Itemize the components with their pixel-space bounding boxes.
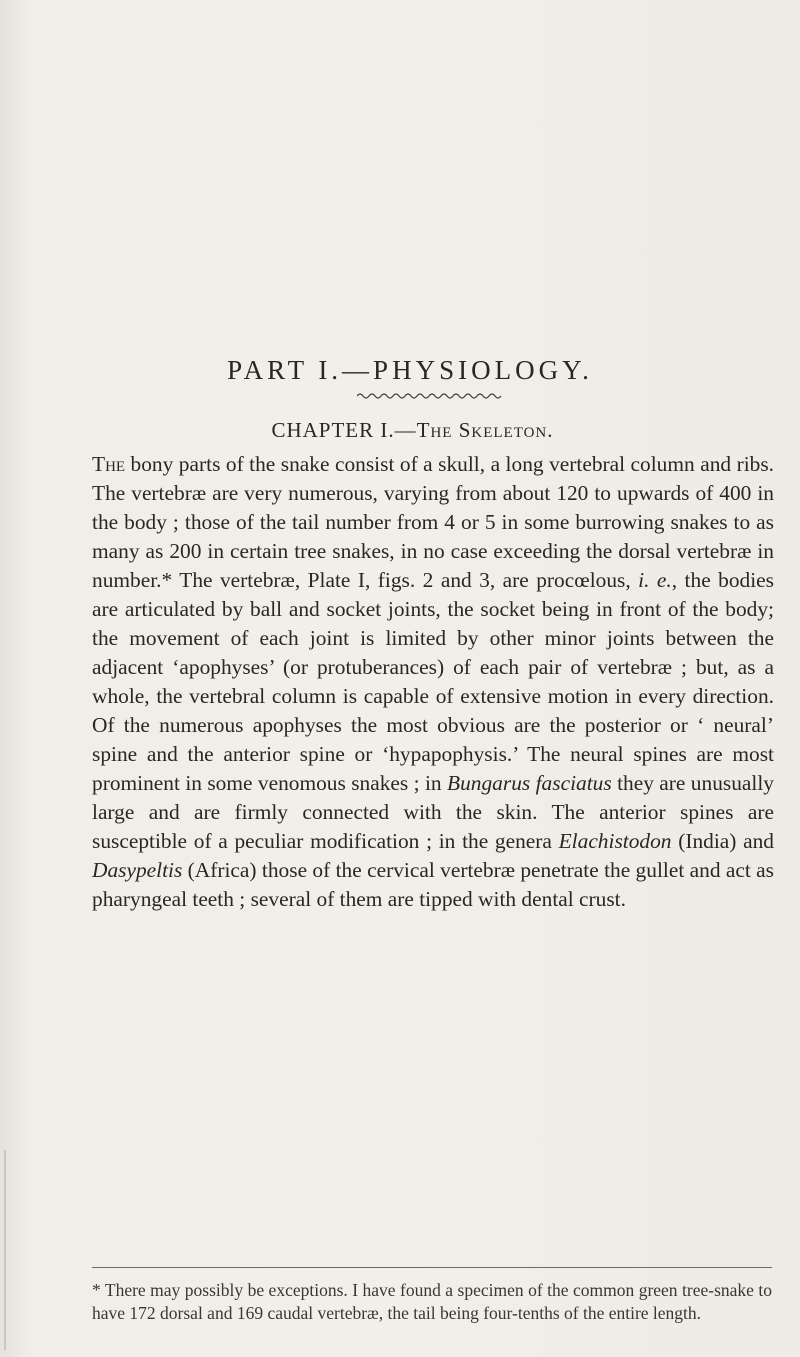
part-title: PART I.—PHYSIOLOGY. [227, 355, 593, 385]
chapter-heading [0, 418, 800, 443]
body-paragraph [92, 450, 774, 914]
genus-dasypeltis: Dasypeltis [92, 858, 183, 882]
footnote: * There may possibly be exceptions. I have found a specimen of the common green tree-snake to have 172 dorsal and 169 caudal vertebræ, the tail being four-tenths of the entire length. [92, 1280, 772, 1323]
body-text-5: (Africa) those of the cervical vertebræ penetrate the gullet and act as pharyngeal teeth ; several of them are tipped with dental crust. [92, 858, 774, 911]
footnote-divider [92, 1267, 772, 1268]
lead-word: The [92, 452, 126, 476]
ie-abbrev: i. e. [638, 568, 672, 592]
genus-elachistodon: Elachistodon [558, 829, 672, 853]
body-text-4: (India) and [671, 829, 774, 853]
decorative-wavy-rule [357, 392, 502, 400]
binding-gutter [4, 1150, 6, 1350]
body-text-1: bony parts of the snake consist of a skull, a long vertebral column and ribs. The vertebræ are very numerous, varying from about 120 to upwards of 400 in the body ; those of the tail number from 4 or 5 in some burrowing snakes to as many as 200 in certain tree snakes, in no case exceeding the dorsal vertebræ in number.* The vertebræ, Plate I, figs. 2 and 3, are procœlous, [92, 452, 774, 592]
genus-bungarus: Bungarus fasciatus [447, 771, 612, 795]
body-text-3: they are unusually large and are firmly connected with the skin. The anterior spines are susceptible of a peculiar modification ; in the genera [92, 771, 774, 853]
body-text-2: , the bodies are articulated by ball and socket joints, the socket being in front of the body; the movement of each joint is limited by other minor joints between the adjacent ‘apophyses’ (or protuberances) of each pair of vertebræ ; but, as a whole, the vertebral column is capable of extensive motion in every direction. Of the numerous apophyses the most obvious are the posterior or ‘ neural’ spine and the anterior spine or ‘hypapophysis.’ The neural spines are most prominent in some venomous snakes ; in [92, 568, 774, 795]
chapter-number: CHAPTER I.— [271, 418, 417, 442]
chapter-title: The Skeleton. [416, 418, 554, 442]
